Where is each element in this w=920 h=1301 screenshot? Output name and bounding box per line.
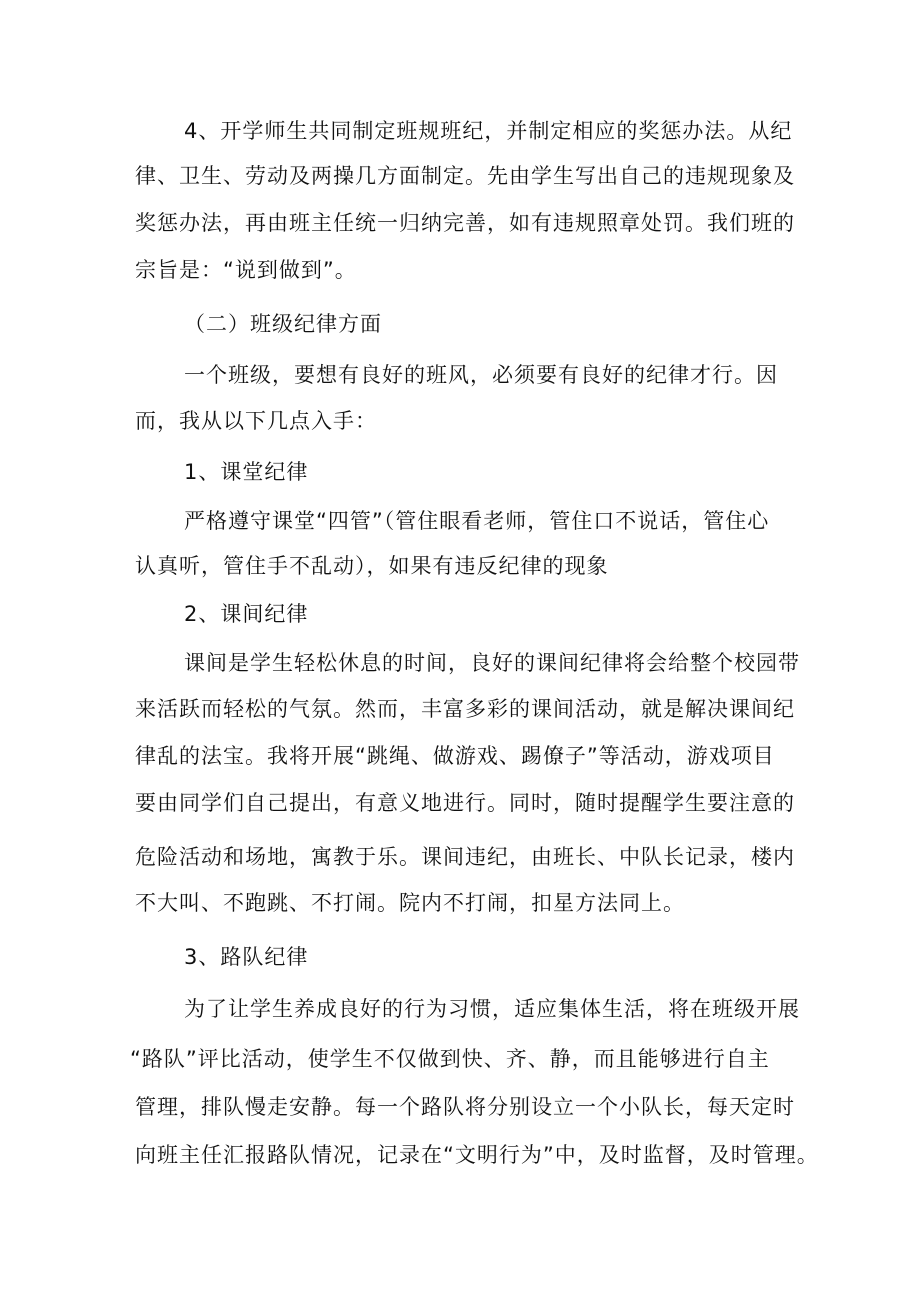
paragraph-rules-line-1: 4、开学师生共同制定班规班纪，并制定相应的奖惩办法。从纪 (184, 119, 793, 143)
paragraph-break-line-3: 律乱的法宝。我将开展“跳绳、做游戏、踢僚子”等活动，游戏项目 (135, 744, 775, 768)
subheading-queue-discipline: 3、路队纪律 (184, 945, 309, 969)
paragraph-break-line-1: 课间是学生轻松休息的时间，良好的课间纪律将会给整个校园带 (184, 651, 800, 675)
section-heading-discipline: （二）班级纪律方面 (184, 312, 382, 336)
paragraph-classroom-line-1: 严格遵守课堂“四管”（管住眼看老师，管住口不说话，管住心 (184, 509, 770, 533)
paragraph-rules-line-4: 宗旨是：“说到做到”。 (135, 258, 357, 282)
paragraph-intro-line-1: 一个班级，要想有良好的班风，必须要有良好的纪律才行。因 (184, 363, 778, 387)
paragraph-queue-line-4: 向班主任汇报路队情况，记录在“文明行为”中，及时监督，及时管理。 (135, 1143, 819, 1167)
paragraph-classroom-line-2: 认真听，管住手不乱动），如果有违反纪律的现象 (135, 554, 609, 578)
subheading-classroom-discipline: 1、课堂纪律 (184, 460, 309, 484)
paragraph-queue-line-1: 为了让学生养成良好的行为习惯，适应集体生活，将在班级开展 (184, 997, 800, 1021)
paragraph-break-line-4: 要由同学们自己提出，有意义地进行。同时，随时提醒学生要注意的 (135, 791, 795, 815)
paragraph-intro-line-2: 而，我从以下几点入手： (135, 409, 377, 433)
paragraph-queue-line-3: 管理，排队慢走安静。每一个路队将分别设立一个小队长，每天定时 (135, 1095, 795, 1119)
paragraph-break-line-2: 来活跃而轻松的气氛。然而，丰富多彩的课间活动，就是解决课间纪 (135, 697, 795, 721)
paragraph-break-line-5: 危险活动和场地，寓教于乐。课间违纪，由班长、中队长记录，楼内 (135, 845, 795, 869)
subheading-break-discipline: 2、课间纪律 (184, 602, 309, 626)
paragraph-rules-line-3: 奖惩办法，再由班主任统一归纳完善，如有违规照章处罚。我们班的 (135, 211, 795, 235)
paragraph-break-line-6: 不大叫、不跑跳、不打闹。院内不打闹，扣星方法同上。 (135, 891, 685, 915)
paragraph-rules-line-2: 律、卫生、劳动及两操几方面制定。先由学生写出自己的违规现象及 (135, 164, 795, 188)
paragraph-queue-line-2: “路队”评比活动，使学生不仅做到快、齐、静，而且能够进行自主 (130, 1047, 770, 1071)
